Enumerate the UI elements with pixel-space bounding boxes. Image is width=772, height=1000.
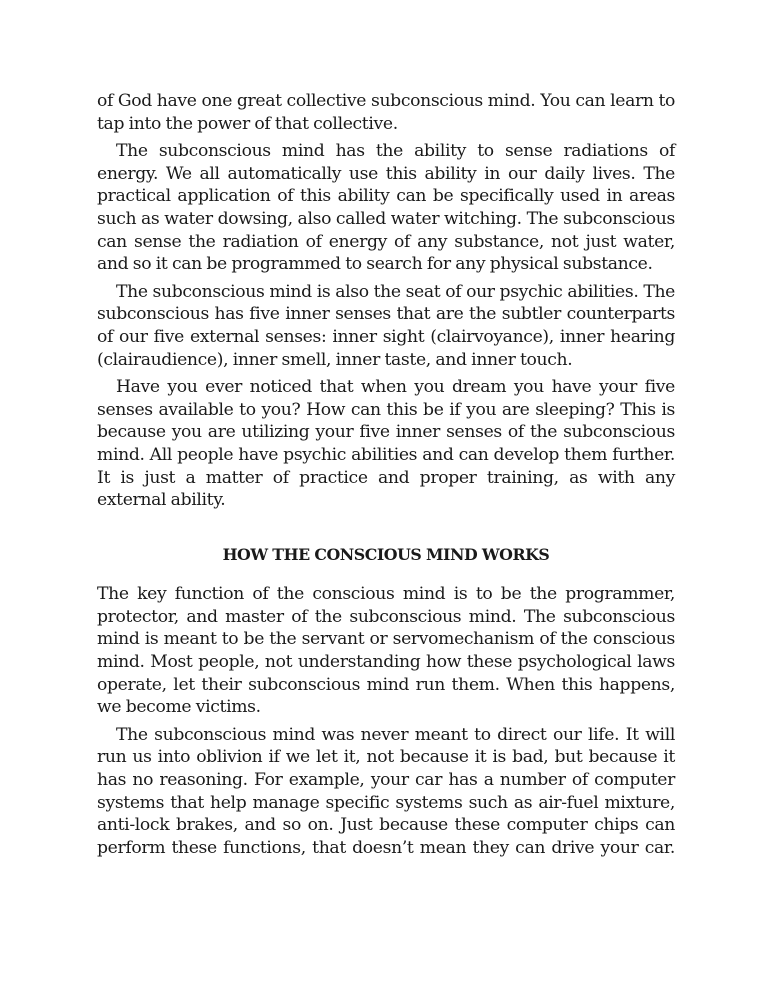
paragraph-collective: of God have one great collective subconscious mind. You can learn to tap into the power of that collective. (97, 91, 675, 134)
page-body (97, 90, 675, 864)
paragraph-sense-radiations: The subconscious mind has the ability to sense radiations of energy. We all automatically use this ability in our daily lives. The practical application of this ability can be specifically used in areas such as water dowsing, also called water witching. The subconscious can sense the radiation of energy of any substance, not just water, and so it can be programmed to search for any physical substance. (97, 140, 675, 275)
paragraph-psychic-abilities: The subconscious mind is also the seat of our psychic abilities. The subconscious has five inner senses that are the subtler counterparts of our five external senses: inner sight (clairvoyance), inner hearing (clairaudience), inner smell, inner taste, and inner touch. (97, 281, 675, 370)
paragraph-dream-senses: Have you ever noticed that when you dream you have your five senses available to you? How can this be if you are sleeping? This is because you are utilizing your five inner senses of the subconscious mind. All people have psychic abilities and can develop them further. It is just a matter of practice and proper training, as with any external ability. (97, 376, 675, 511)
section-heading: HOW THE CONSCIOUS MIND WORKS (222, 545, 550, 565)
paragraph-conscious-function: The key function of the conscious mind is to be the programmer, protector, and master of the subconscious mind. The subconscious mind is meant to be the servant or servomechanism of the conscious mind. Most people, not understanding how these psychological laws operate, let their subconscious mind run them. When this happens, we become victims. (97, 583, 675, 718)
paragraph-car-computer: The subconscious mind was never meant to direct our life. It will run us into oblivion if we let it, not because it is bad, but because it has no reasoning. For example, your car has a number of computer systems that help manage specific systems such as air-fuel mixture, anti-lock brakes, and so on. Just because these computer chips can perform these functions, that doesn’t mean they can drive your car. (97, 724, 675, 859)
